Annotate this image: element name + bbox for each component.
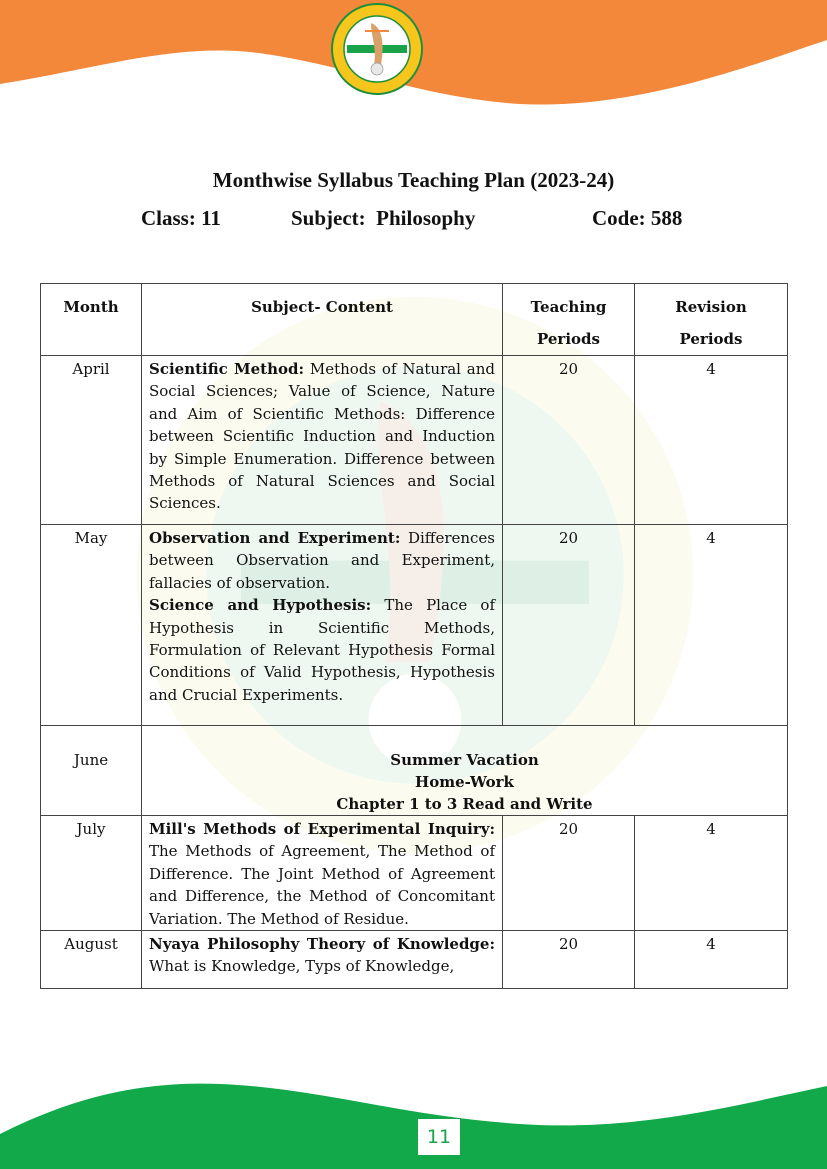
syllabus-table	[40, 283, 788, 989]
table-row	[41, 931, 788, 989]
row-month: July	[41, 816, 142, 931]
code-label: Code: 588	[592, 206, 683, 230]
subject-label: Subject: Philosophy	[291, 206, 476, 230]
row-revision: 4	[635, 816, 788, 931]
row-teaching: 20	[503, 356, 635, 525]
row-month: April	[41, 356, 142, 525]
row-month: August	[41, 931, 142, 989]
table-row	[41, 816, 788, 931]
table-header-row	[41, 284, 788, 356]
header-revision: Revision Periods	[635, 284, 788, 356]
row-content: Scientific Method: Methods of Natural and Social Sciences; Value of Science, Nature and Aim of Scientific Methods: Difference between Scientific Induction and Induction by Simple Enumeration. Difference between Methods of Natural Sciences and Social Sciences.	[142, 356, 503, 525]
row-content: Nyaya Philosophy Theory of Knowledge: What is Knowledge, Typs of Knowledge,	[142, 931, 503, 989]
board-seal-icon	[331, 3, 423, 95]
header-teaching: Teaching Periods	[503, 284, 635, 356]
row-content: Mill's Methods of Experimental Inquiry: The Methods of Agreement, The Method of Difference. The Joint Method of Agreement and Difference, the Method of Concomitant Variation. The Method of Residue.	[142, 816, 503, 931]
row-teaching: 20	[503, 816, 635, 931]
header-content: Subject- Content	[142, 284, 503, 356]
row-month: May	[41, 525, 142, 726]
table-row	[41, 356, 788, 525]
footer-wave	[0, 1074, 827, 1169]
row-content: Observation and Experiment: Differences between Observation and Experiment, fallacies of observation. Science and Hypothesis: The Place of Hypothesis in Scientific Methods, Formulation of Relevant Hypothesis Formal Conditions of Valid Hypothesis, Hypothesis and Crucial Experiments.	[142, 525, 503, 726]
row-revision: 4	[635, 356, 788, 525]
page-number: 11	[417, 1118, 461, 1156]
document-title: Monthwise Syllabus Teaching Plan (2023-24)	[212, 168, 615, 192]
class-label: Class: 11	[141, 206, 221, 230]
table-row	[41, 525, 788, 726]
row-revision: 4	[635, 931, 788, 989]
table-row	[41, 726, 788, 816]
row-revision: 4	[635, 525, 788, 726]
row-month: June	[41, 726, 142, 816]
header-month: Month	[41, 284, 142, 356]
row-teaching: 20	[503, 931, 635, 989]
summer-vacation-cell: Summer Vacation Home-Work Chapter 1 to 3 Read and Write	[142, 726, 788, 816]
row-teaching: 20	[503, 525, 635, 726]
